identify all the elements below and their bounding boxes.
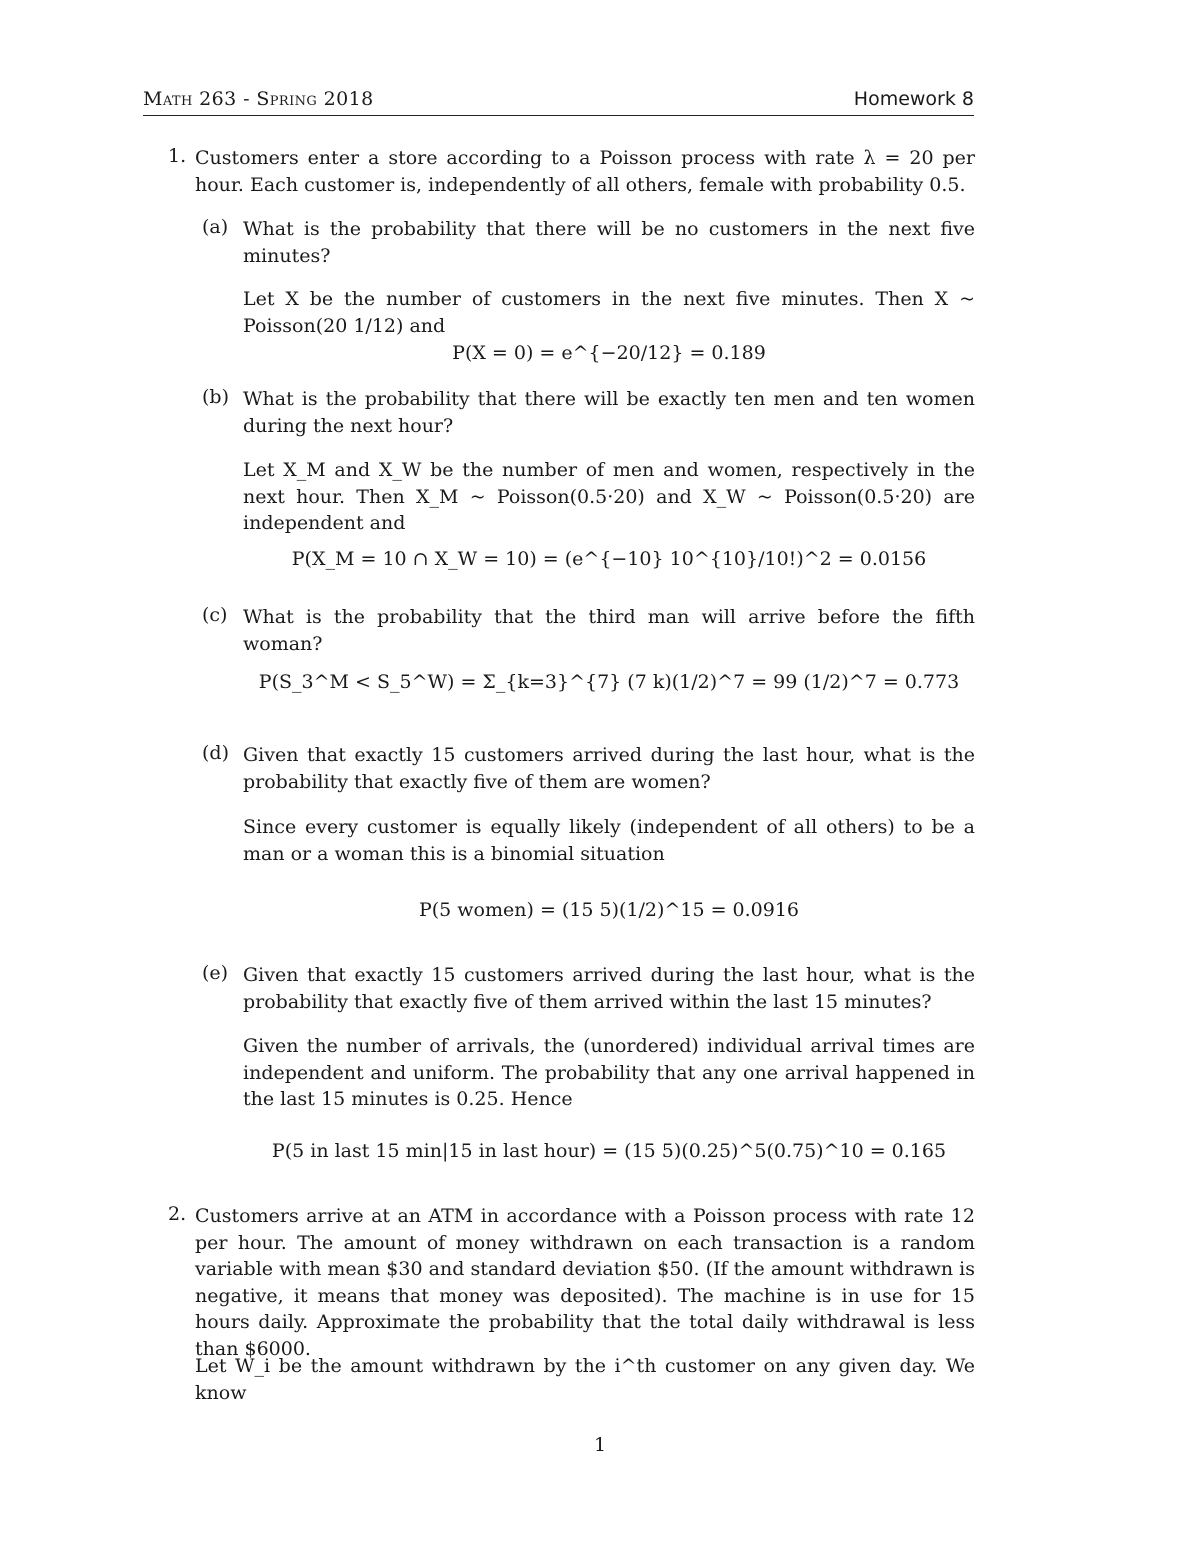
course-header: Math 263 - Spring 2018 (143, 88, 374, 110)
part-c-question: What is the probability that the third man will arrive before the fifth woman? (243, 606, 975, 655)
part-c-label: (c) (202, 604, 228, 626)
part-b-label: (b) (202, 386, 229, 408)
header-rule (143, 115, 974, 116)
part-a-label: (a) (202, 216, 229, 238)
part-d-label: (d) (202, 742, 229, 764)
part-b-equation: P(X_M = 10 ∩ X_W = 10) = (e^{−10} 10^{10}/10!)^2 = 0.0156 (291, 548, 927, 570)
problem-2-answer: Let W_i be the amount withdrawn by the i^th customer on any given day. We know (195, 1355, 975, 1404)
part-d-question: Given that exactly 15 customers arrived during the last hour, what is the probability that exactly five of them are women? (243, 744, 975, 793)
part-b-answer: Let X_M and X_W be the number of men and women, respectively in the next hour. Then X_M ~ Poisson(0.5·20) and X_W ~ Poisson(0.5·20) are independent and (243, 459, 975, 534)
problem-1-number: 1. (168, 145, 187, 167)
page-number: 1 (593, 1434, 607, 1456)
problem-1-statement: Customers enter a store according to a Poisson process with rate λ = 20 per hour. Each customer is, independently of all others, female with probability 0.5. (195, 147, 975, 196)
part-c-equation: P(S_3^M < S_5^W) = Σ_{k=3}^{7} (7 k)(1/2)^7 = 99 (1/2)^7 = 0.773 (258, 671, 960, 693)
problem-2-number: 2. (168, 1203, 187, 1225)
part-d-answer: Since every customer is equally likely (independent of all others) to be a man or a woman this is a binomial situation (243, 816, 975, 865)
assignment-header: Homework 8 (853, 88, 974, 110)
part-e-answer: Given the number of arrivals, the (unordered) individual arrival times are independent and uniform. The probability that any one arrival happened in the last 15 minutes is 0.25. Hence (243, 1035, 975, 1110)
part-e-label: (e) (202, 962, 229, 984)
part-b-question: What is the probability that there will be exactly ten men and ten women during the next hour? (243, 388, 975, 437)
part-a-answer: Let X be the number of customers in the next five minutes. Then X ~ Poisson(20 1/12) and (243, 288, 975, 337)
part-d-equation: P(5 women) = (15 5)(1/2)^15 = 0.0916 (418, 899, 800, 921)
part-a-question: What is the probability that there will be no customers in the next five minutes? (243, 218, 975, 267)
part-a-equation: P(X = 0) = e^{−20/12} = 0.189 (452, 342, 766, 364)
part-e-equation: P(5 in last 15 min|15 in last hour) = (15 5)(0.25)^5(0.75)^10 = 0.165 (271, 1140, 947, 1162)
part-e-question: Given that exactly 15 customers arrived during the last hour, what is the probability that exactly five of them arrived within the last 15 minutes? (243, 964, 975, 1013)
problem-2-statement: Customers arrive at an ATM in accordance with a Poisson process with rate 12 per hour. The amount of money withdrawn on each transaction is a random variable with mean $30 and standard deviation $50. (If the amount withdrawn is negative, it means that money was deposited). The machine is in use for 15 hours daily. Approximate the probability that the total daily withdrawal is less than $6000. (195, 1205, 975, 1360)
